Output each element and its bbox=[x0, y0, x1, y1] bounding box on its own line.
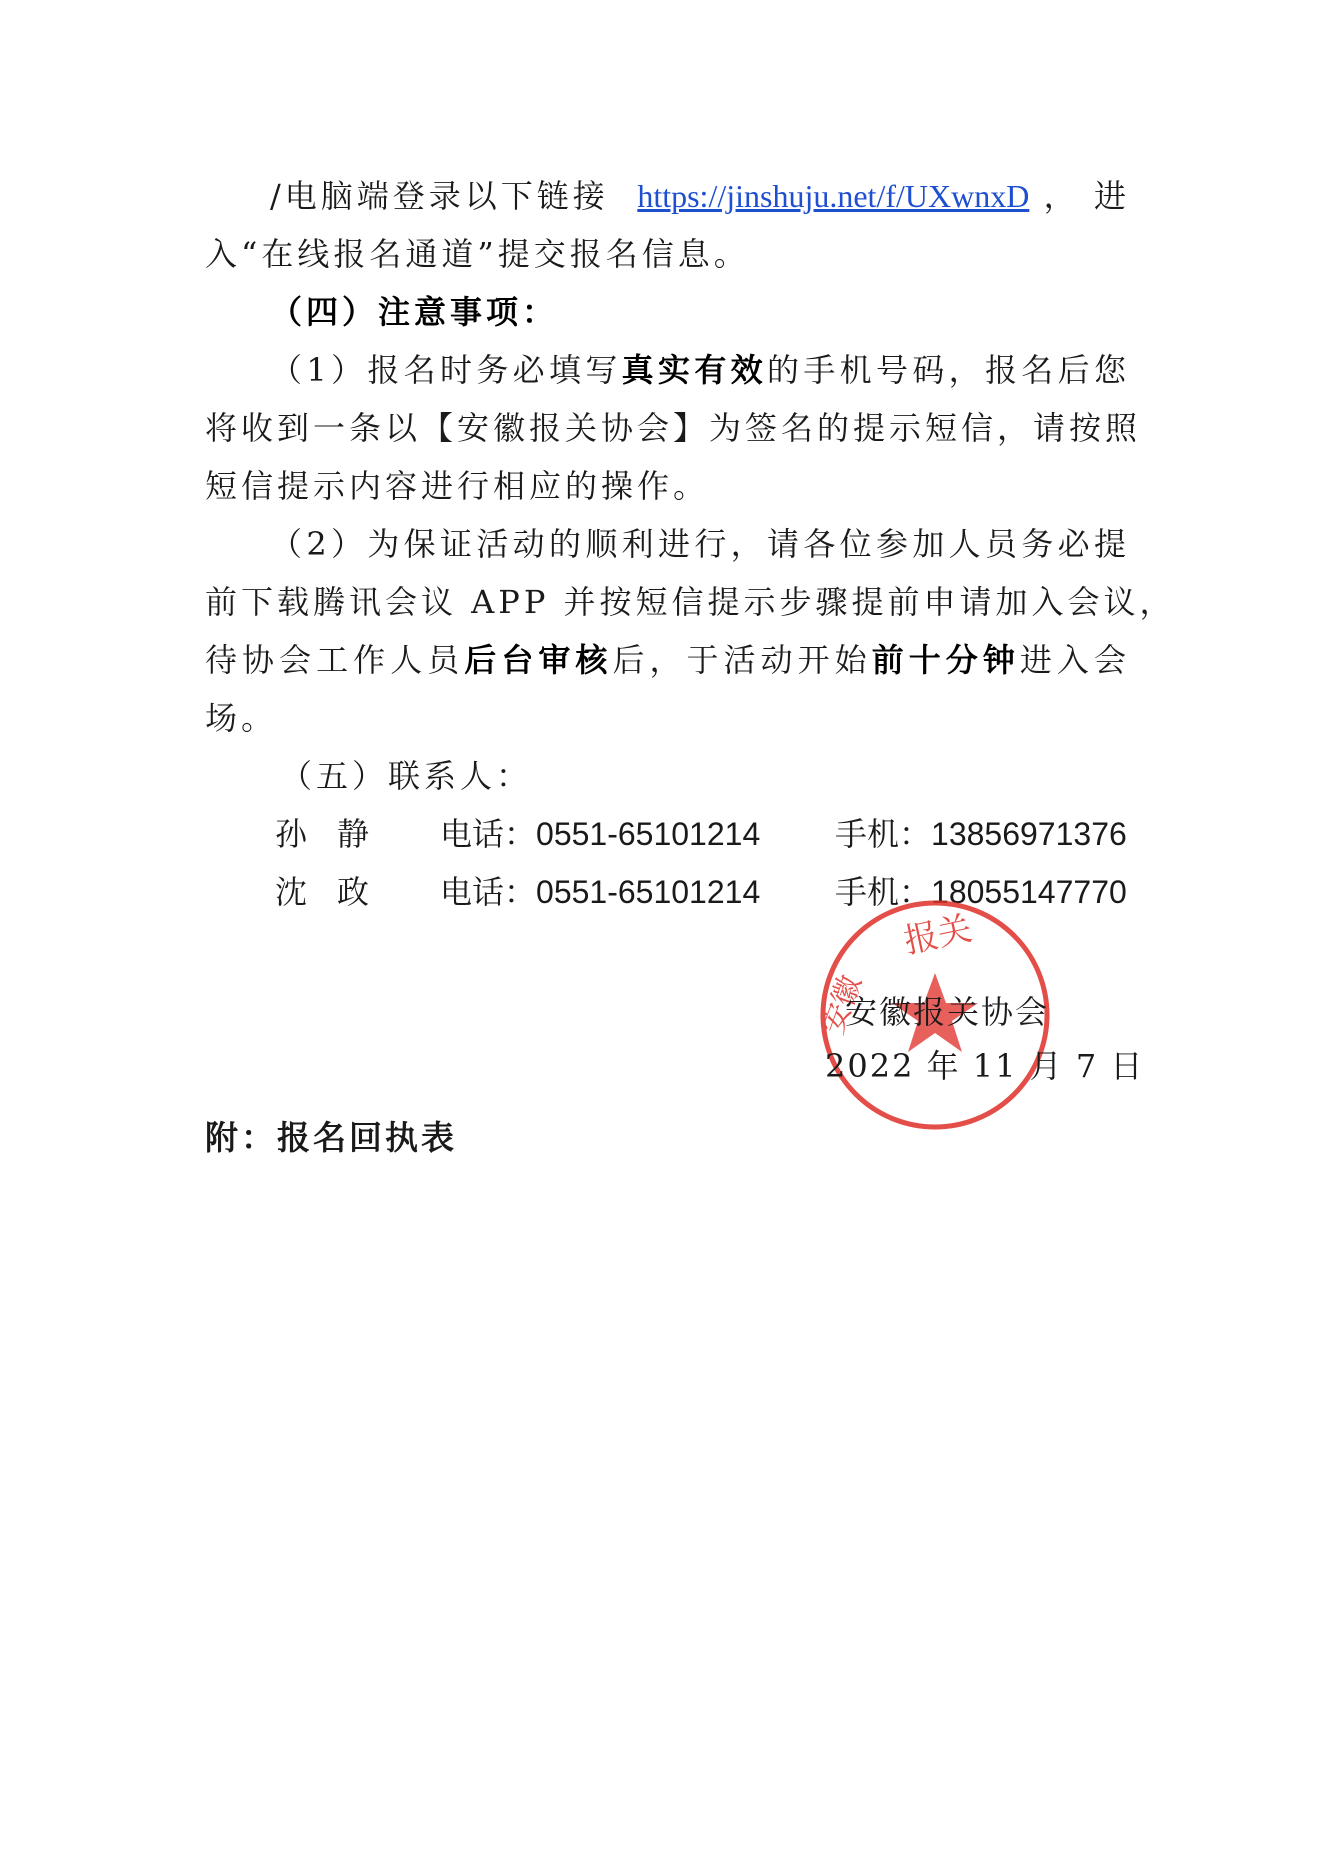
notice-item1-line3: 短信提示内容进行相应的操作。 bbox=[205, 467, 710, 505]
emphasis-ten-minutes: 前十分钟 bbox=[871, 641, 1020, 679]
notice-item1-text-a: （1）报名时务必填写 bbox=[270, 351, 622, 389]
notice-item2-line3 bbox=[205, 640, 1130, 680]
tel-number: 0551-65101214 bbox=[536, 816, 761, 852]
contact-tel bbox=[440, 872, 760, 912]
mobile-label: 手机： bbox=[835, 873, 932, 911]
notice-item2-line1: （2）为保证活动的顺利进行，请各位参加人员务必提 bbox=[270, 525, 1130, 563]
notice-item2-line4: 场。 bbox=[205, 699, 278, 737]
notice-item2-text-b: 后，于活动开始 bbox=[612, 641, 872, 679]
mobile-number: 13856971376 bbox=[931, 816, 1127, 852]
contact-name: 沈政 bbox=[275, 873, 400, 911]
tel-label: 电话： bbox=[440, 815, 537, 853]
notice-item1-text-b: 的手机号码，报名后您 bbox=[767, 351, 1130, 389]
seal-text-left: 安徽 bbox=[815, 970, 869, 1040]
seal-text-top: 报关 bbox=[900, 908, 976, 962]
link-intro-text: /电脑端登录以下链接 bbox=[270, 177, 609, 215]
tel-label: 电话： bbox=[440, 873, 537, 911]
attachment-label: 附：报名回执表 bbox=[205, 1118, 457, 1157]
paragraph-signup-link-line1 bbox=[205, 176, 1130, 216]
link-trailing-text: ，进 bbox=[1029, 177, 1130, 215]
paragraph-signup-link-line2: 入“在线报名通道”提交报名信息。 bbox=[205, 235, 750, 273]
contact-tel bbox=[440, 814, 760, 854]
notice-item2-text-a: 待协会工作人员 bbox=[205, 641, 465, 679]
section4-heading: （四）注意事项： bbox=[270, 293, 559, 331]
notice-item2-line2: 前下载腾讯会议 APP 并按短信提示步骤提前申请加入会议， bbox=[205, 583, 1176, 621]
contact-mobile bbox=[835, 814, 1127, 854]
signature-organization: 安徽报关协会 bbox=[845, 993, 1050, 1031]
signup-link[interactable]: https://jinshuju.net/f/UXwnxD bbox=[637, 178, 1030, 214]
contact-row bbox=[270, 814, 1130, 854]
notice-item1-line1 bbox=[270, 350, 1130, 390]
contact-name: 孙静 bbox=[275, 815, 400, 853]
section5-heading: （五）联系人： bbox=[280, 757, 533, 795]
emphasis-backend-review: 后台审核 bbox=[464, 641, 613, 679]
emphasis-real-valid: 真实有效 bbox=[621, 351, 767, 389]
tel-number: 0551-65101214 bbox=[536, 874, 761, 910]
notice-item1-line2: 将收到一条以【安徽报关协会】为签名的提示短信，请按照 bbox=[205, 409, 1142, 447]
mobile-label: 手机： bbox=[835, 815, 932, 853]
signature-date: 2022 年 11 月 7 日 bbox=[825, 1047, 1145, 1085]
mobile-number: 18055147770 bbox=[931, 874, 1127, 910]
notice-item2-text-c: 进入会 bbox=[1019, 641, 1130, 679]
